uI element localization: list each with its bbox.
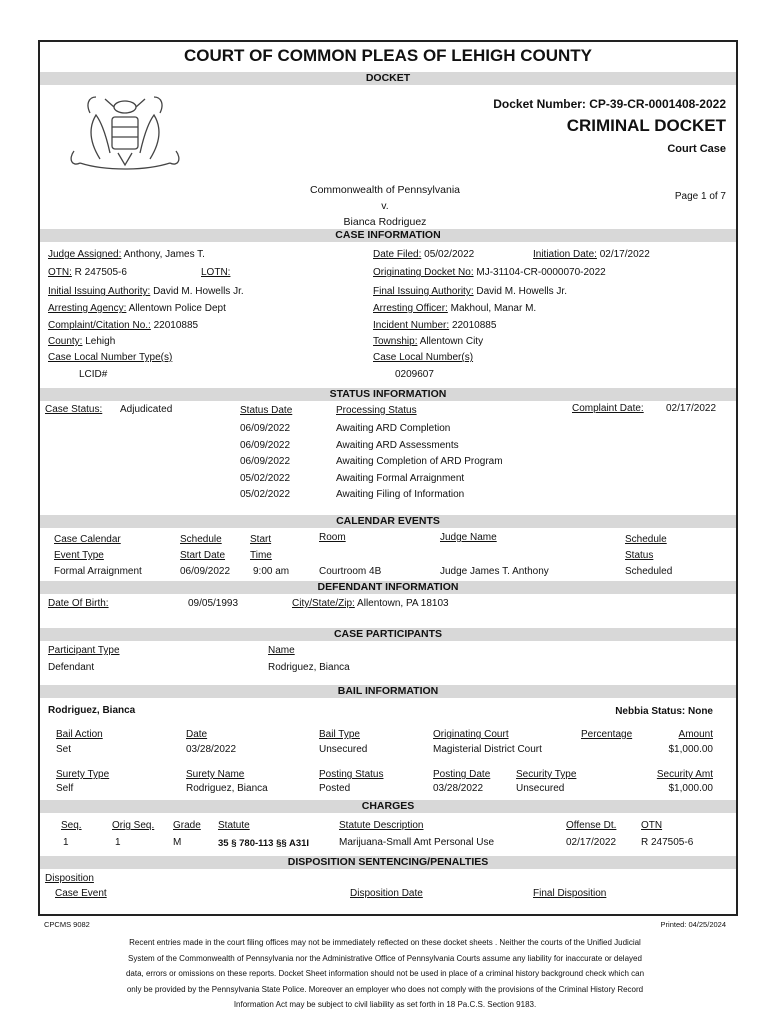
processing-status-item: Awaiting Completion of ARD Program [336,456,503,467]
incident-number: Incident Number: 22010885 [373,320,497,331]
calendar-events-header: CALENDAR EVENTS [40,515,736,528]
disposition-header: DISPOSITION SENTENCING/PENALTIES [40,856,736,869]
charge-otn-header: OTN [641,820,663,831]
pennsylvania-seal-icon [60,93,190,175]
final-issuing-authority: Final Issuing Authority: David M. Howells Jr. [373,286,567,297]
status-date-item: 05/02/2022 [240,472,291,484]
originating-court: Magisterial District Court [433,744,542,755]
disclaimer-line: only be provided by the Pennsylvania State Police. Moreover an employer who does not comply with the provisions of the Criminal History Record [126,984,644,994]
initial-issuing-authority: Initial Issuing Authority: David M. Howells Jr. [48,286,244,297]
charge-statute: 35 § 780-113 §§ A31I [218,838,310,849]
amount-header: Amount [678,729,713,740]
calendar-start-time-header: Start Time [250,534,272,561]
case-participants-header: CASE PARTICIPANTS [40,628,736,641]
disclaimer-line: System of the Commonwealth of Pennsylvania nor the Administrative Office of Pennsylvania Courts assume any liability for inaccurate or delayed [128,953,642,963]
case-information-header: CASE INFORMATION [40,229,736,242]
charge-orig-seq-header: Orig Seq. [112,820,155,831]
bail-action-header: Bail Action [56,729,103,740]
initiation-date: Initiation Date: 02/17/2022 [533,249,650,260]
charge-statute-header: Statute [218,820,250,831]
originating-court-header: Originating Court [433,729,509,740]
processing-status-item: Awaiting ARD Completion [336,423,451,434]
caption-versus: v. [381,200,389,212]
status-date-item: 06/09/2022 [240,456,291,467]
status-date-item: 06/09/2022 [240,423,291,434]
charge-seq-header: Seq. [61,820,82,831]
status-date-item: 05/02/2022 [240,489,291,500]
status-date-header: Status Date [240,405,293,416]
defendant-information-header: DEFENDANT INFORMATION [40,581,736,594]
charge-description-header: Statute Description [339,820,424,831]
surety-type-header: Surety Type [56,769,110,780]
disclaimer-line: Recent entries made in the court filing offices may not be immediately reflected on these docket sheets . Neither the courts of the Unified Judicial [129,938,641,947]
calendar-room-header: Room [319,532,346,543]
arresting-agency: Arresting Agency: Allentown Police Dept [48,303,226,314]
calendar-room: Courtroom 4B [319,566,382,577]
calendar-status: Scheduled [625,566,673,577]
processing-status-list [336,421,503,504]
charge-otn: R 247505-6 [641,837,694,848]
case-status-value: Adjudicated [120,404,173,415]
originating-docket: Originating Docket No: MJ-31104-CR-0000070-2022 [373,267,606,278]
security-type: Unsecured [516,783,565,794]
posting-date-header: Posting Date [433,769,491,780]
bail-defendant-name: Rodriguez, Bianca [48,705,136,716]
disposition-label: Disposition [45,873,94,884]
caption-plaintiff: Commonwealth of Pennsylvania [310,184,460,196]
case-local-number-label: Case Local Number(s) [373,352,474,363]
security-amt-header: Security Amt [656,769,713,780]
charge-grade: M [173,837,182,848]
calendar-status-header: Schedule Status [625,534,667,561]
disclaimer-line: data, errors or omissions on these reports. Docket Sheet information should not be used in place of a criminal history background check which can [125,969,645,978]
caption-defendant: Bianca Rodriguez [343,216,427,228]
calendar-judge-header: Judge Name [440,532,497,543]
lotn: LOTN: [201,267,231,278]
docket-band: DOCKET [40,72,736,85]
surety-name-header: Surety Name [186,769,245,780]
security-amt: $1,000.00 [668,783,713,794]
calendar-start-date: 06/09/2022 [180,566,231,577]
bail-action: Set [56,744,72,755]
processing-status-header: Processing Status [336,405,417,416]
docket-number: Docket Number: CP-39-CR-0001408-2022 [493,97,726,111]
case-local-number-type-value: LCID# [79,369,108,380]
calendar-event-type: Formal Arraignment [54,566,142,577]
city-state-zip: City/State/Zip: Allentown, PA 18103 [292,598,449,609]
complaint-date-label: Complaint Date: [572,403,644,414]
case-status-label: Case Status: [45,404,103,415]
bail-type: Unsecured [319,744,368,755]
bail-date: 03/28/2022 [186,744,237,755]
calendar-schedule-date-header: Schedule Start Date [180,534,226,561]
otn: OTN: R 247505-6 [48,267,127,278]
charge-description: Marijuana-Small Amt Personal Use [339,837,495,848]
court-case-label: Court Case [667,143,726,155]
posting-date: 03/28/2022 [433,783,484,794]
page-number: Page 1 of 7 [674,191,726,202]
processing-status-item: Awaiting ARD Assessments [336,439,459,451]
county: County: Lehigh [48,336,116,347]
surety-type: Self [56,783,74,794]
arresting-officer: Arresting Officer: Makhoul, Manar M. [373,303,537,314]
participant-type: Defendant [48,662,95,673]
processing-status-item: Awaiting Formal Arraignment [336,472,465,484]
participant-name: Rodriguez, Bianca [268,662,350,673]
percentage-header: Percentage [581,729,633,740]
calendar-event-type-header: Case Calendar Event Type [54,534,121,561]
posting-status: Posted [319,783,351,794]
calendar-judge: Judge James T. Anthony [440,566,549,577]
complaint-citation: Complaint/Citation No.: 22010885 [48,320,199,331]
charge-grade-header: Grade [173,820,201,831]
court-title: COURT OF COMMON PLEAS OF LEHIGH COUNTY [184,46,592,65]
judge-assigned: Judge Assigned: Anthony, James T. [48,249,205,260]
disposition-case-event-header: Case Event [55,888,107,899]
processing-status-item: Awaiting Filing of Information [336,489,465,500]
printed-date: Printed: 04/25/2024 [660,920,726,929]
surety-name: Rodriguez, Bianca [186,783,268,794]
disposition-date-header: Disposition Date [350,888,423,899]
bail-amount: $1,000.00 [668,744,713,755]
final-disposition-header: Final Disposition [533,888,607,899]
status-date-list [240,421,290,504]
date-filed: Date Filed: 05/02/2022 [373,249,475,260]
case-local-number-value: 0209607 [395,369,434,380]
charge-offense-date: 02/17/2022 [566,837,617,848]
complaint-date-value: 02/17/2022 [666,403,717,414]
nebbia-status: Nebbia Status: None [615,706,713,717]
charge-seq: 1 [63,837,69,848]
charges-header: CHARGES [40,800,736,813]
disclaimer-line: Information Act may be subject to civil liability as set forth in 18 Pa.C.S. Section 9183. [233,1000,537,1009]
dob-value: 09/05/1993 [188,598,239,609]
case-local-number-type-label: Case Local Number Type(s) [48,352,173,363]
calendar-start-time: 9:00 am [253,566,290,577]
docket-type: CRIMINAL DOCKET [566,116,726,135]
bail-date-header: Date [186,729,208,740]
form-number: CPCMS 9082 [44,920,90,929]
charge-offense-date-header: Offense Dt. [566,820,617,831]
bail-type-header: Bail Type [319,729,360,740]
disclaimer [78,935,692,1013]
charge-orig-seq: 1 [115,837,121,848]
status-date-item: 06/09/2022 [240,439,291,451]
case-caption [240,182,530,230]
posting-status-header: Posting Status [319,769,384,780]
participant-name-header: Name [268,645,295,656]
bail-information-header: BAIL INFORMATION [40,685,736,698]
township: Township: Allentown City [373,336,484,347]
status-information-header: STATUS INFORMATION [40,388,736,401]
security-type-header: Security Type [516,769,577,780]
dob-label: Date Of Birth: [48,598,109,609]
participant-type-header: Participant Type [48,645,120,656]
